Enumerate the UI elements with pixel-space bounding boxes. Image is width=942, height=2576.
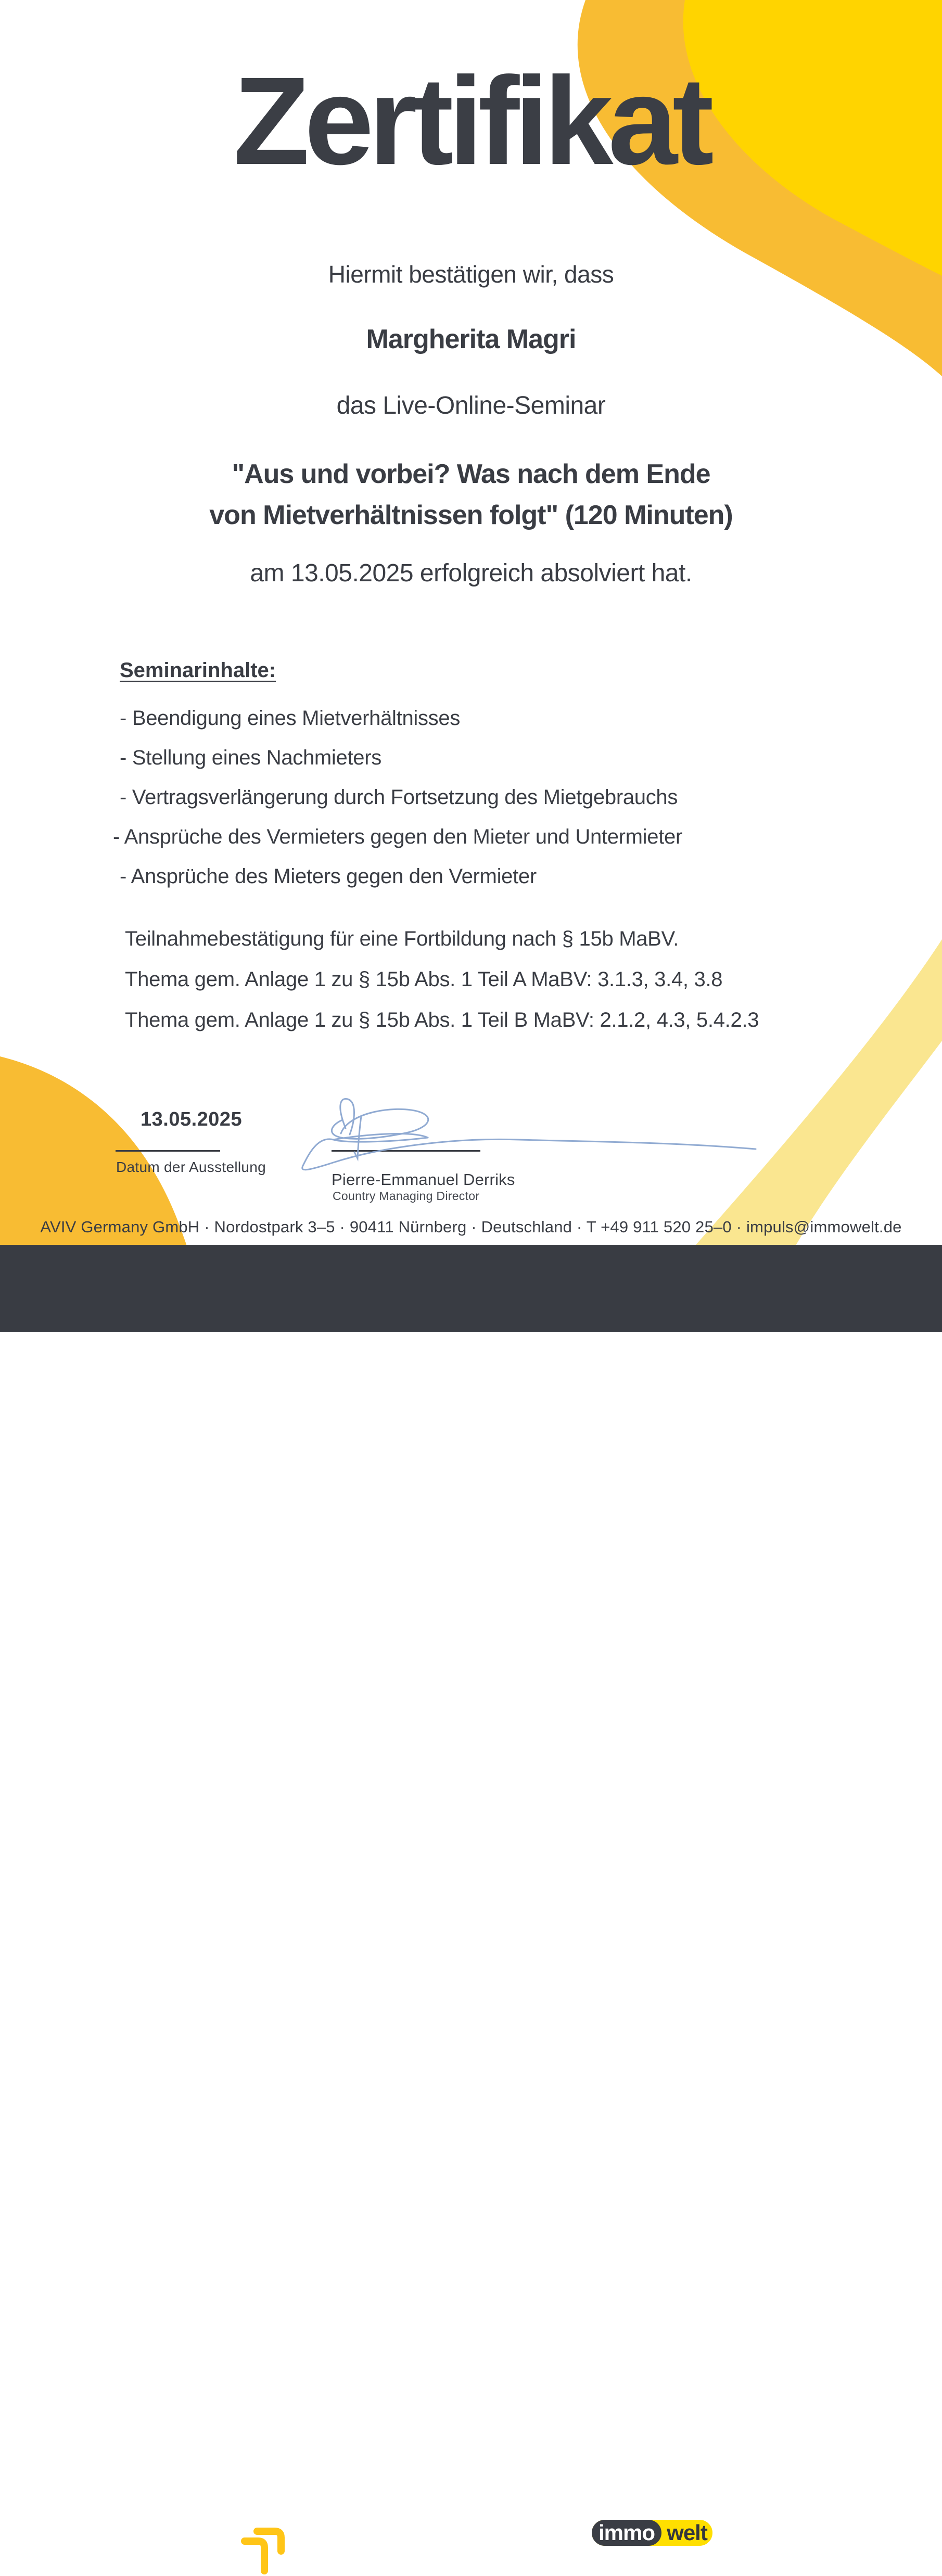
page-title: Zertifikat: [233, 51, 709, 190]
signer-title: Country Managing Director: [333, 1189, 480, 1203]
note-line: Thema gem. Anlage 1 zu § 15b Abs. 1 Teil B MaBV: 2.1.2, 4.3, 5.4.2.3: [125, 1009, 759, 1031]
impuls-arrow-icon: [239, 2525, 289, 2576]
signature-rule: [332, 1150, 480, 1152]
list-item: - Vertragsverlängerung durch Fortsetzung des Mietgebrauchs: [120, 786, 678, 809]
footer-brand-impuls: impuls: [292, 2519, 397, 2555]
note-line: Thema gem. Anlage 1 zu § 15b Abs. 1 Teil A MaBV: 3.1.3, 3.4, 3.8: [125, 968, 723, 991]
note-line: Teilnahmebestätigung für eine Fortbildung nach § 15b MaBV.: [125, 927, 679, 950]
immowelt-logo-welt: welt: [667, 2520, 707, 2545]
footer-bar: [0, 1245, 942, 2555]
seminar-title-line1: "Aus und vorbei? Was nach dem Ende: [232, 459, 710, 489]
completion-text: am 13.05.2025 erfolgreich absolviert hat.: [250, 559, 692, 587]
date-rule: [116, 1150, 220, 1152]
date-label: Datum der Ausstellung: [116, 1159, 266, 1175]
seminar-type-text: das Live-Online-Seminar: [336, 392, 606, 419]
seminar-title: [0, 454, 942, 536]
service-text: Ein Service von: [446, 2522, 589, 2545]
footer-brand-immowelt: immowelt: [267, 2504, 361, 2526]
immowelt-logo-immo: immo: [592, 2520, 661, 2546]
intro-text: Hiermit bestätigen wir, dass: [328, 261, 614, 288]
list-item: - Stellung eines Nachmieters: [120, 746, 381, 769]
list-item: - Ansprüche des Vermieters gegen den Mieter und Untermieter: [113, 825, 682, 848]
list-item: - Ansprüche des Mieters gegen den Vermieter: [120, 865, 537, 888]
immowelt-logo: [590, 2518, 715, 2548]
signer-name: Pierre-Emmanuel Derriks: [332, 1170, 515, 1189]
participant-name: Margherita Magri: [366, 324, 576, 354]
contents-heading: Seminarinhalte:: [120, 659, 276, 682]
company-address: AVIV Germany GmbH · Nordostpark 3–5 · 90411 Nürnberg · Deutschland · T +49 911 520 25–0 · impuls@immowelt.de: [40, 1218, 902, 1236]
seminar-title-line2: von Mietverhältnissen folgt" (120 Minuten): [209, 500, 733, 531]
ring-bottom-right-pale: [692, 939, 942, 1249]
list-item: - Beendigung eines Mietverhältnisses: [120, 707, 461, 730]
issue-date: 13.05.2025: [141, 1108, 243, 1130]
